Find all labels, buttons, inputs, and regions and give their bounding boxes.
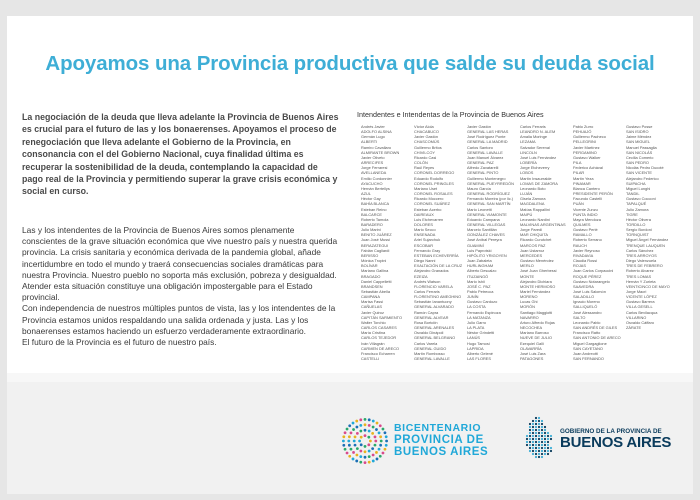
- signatory-entry: José Luis Salomón: [573, 289, 606, 294]
- signatory-entry: Raúl Reyes: [414, 165, 435, 171]
- signatories-title: Intendentes e Intendentas de la Provincia de Buenos Aires: [357, 110, 544, 119]
- signatories-column-2: [414, 124, 462, 361]
- signatory-entry: CAMPANA: [361, 294, 380, 300]
- signatory-entry: Ricardo Casi: [414, 154, 437, 160]
- signatory-entry: Carlos Santoro: [467, 144, 493, 150]
- signatory-entry: Leonardo Boto: [520, 185, 546, 191]
- signatory-entry: CORONEL SUÁREZ: [414, 201, 450, 207]
- signatory-entry: Salvador Serenal: [520, 144, 550, 150]
- signatory-entry: Fernando Gray: [414, 247, 441, 253]
- signatory-entry: EZEIZA: [414, 273, 428, 279]
- signatory-entry: ESCOBAR: [414, 242, 434, 248]
- signatory-entry: Guillermo Montenegro: [467, 175, 506, 181]
- signatory-entry: Mariel Fernández: [520, 289, 551, 294]
- signatory-entry: NUEVE DE JULIO: [520, 335, 552, 341]
- signatory-entry: SAN ANTONIO DE ARECO: [573, 335, 621, 341]
- signatory-entry: Alejandro Dichiara: [520, 278, 552, 284]
- signatory-entry: GENERAL ALVEAR: [414, 314, 449, 320]
- signatory-entry: GUAMINÍ: [467, 242, 484, 248]
- signatory-entry: LAPRIDA: [467, 345, 484, 351]
- signatory-entry: HIPÓLITO YRIGOYEN: [467, 252, 507, 258]
- signatory-entry: Daniel Cappelletti: [361, 278, 392, 284]
- signatory-entry: CAPITÁN SARMIENTO: [361, 314, 403, 320]
- signatory-entry: Mariano Gallina: [361, 268, 389, 274]
- signatory-entry: Iván Villagrán: [361, 340, 385, 346]
- signatory-entry: TRES ARROYOS: [626, 252, 657, 258]
- signatory-entry: LAS FLORES: [467, 356, 492, 362]
- signatory-entry: FLORENTINO AMEGHINO: [414, 294, 462, 300]
- signatory-entry: Sergio Bordoni: [626, 227, 652, 233]
- signatory-entry: VILLA GESELL: [626, 304, 653, 310]
- signatory-entry: Blanca Cantero: [573, 185, 600, 191]
- signatory-entry: Claudia Rossi: [573, 258, 598, 264]
- signatories-list: [361, 124, 679, 374]
- signatory-entry: Miguel Ángel Fernández: [626, 237, 669, 243]
- signatory-entry: Diego Nanni: [414, 258, 436, 264]
- signatory-entry: Gustavo Perié: [573, 227, 598, 233]
- signatory-entry: José Luis Zara: [520, 350, 546, 356]
- signatory-entry: Juan Ustarroz: [520, 247, 545, 253]
- signatory-entry: BOLÍVAR: [361, 263, 378, 269]
- signatory-entry: Carlos Ferraris: [520, 124, 546, 129]
- signatory-entry: Hernán Bertellys: [361, 185, 390, 191]
- signatory-entry: PILA: [573, 160, 582, 166]
- signatory-entry: Víctor Aiola: [414, 124, 434, 129]
- signatory-entry: MORÓN: [520, 304, 535, 310]
- signatory-entry: PEHUAJÓ: [573, 129, 592, 135]
- signatory-entry: GENERAL PUEYRREDÓN: [467, 180, 514, 186]
- signatory-entry: Néstor Grindetti: [467, 330, 495, 336]
- signatory-entry: Marisa Fassi: [361, 299, 384, 305]
- signatory-entry: MAR CHIQUITA: [520, 232, 549, 238]
- signatory-entry: Martín Yeza: [573, 175, 594, 181]
- gobierno-logo: [520, 416, 690, 466]
- signatory-entry: Ignacio Moreno: [573, 299, 600, 305]
- signatory-entry: JUNÍN: [467, 294, 479, 300]
- signatory-entry: GENERAL BELGRANO: [414, 335, 456, 341]
- signatory-entry: Gustavo Walker: [573, 154, 601, 160]
- signatory-entry: GENERAL VILLEGAS: [467, 221, 506, 227]
- signatory-entry: OLAVARRÍA: [520, 345, 542, 351]
- signatory-entry: LA PLATA: [467, 325, 485, 331]
- signatory-entry: Mayra Mendoza: [573, 216, 601, 222]
- signatory-entry: TRENQUE LAUQUEN: [626, 242, 665, 248]
- signatory-entry: Andrés Watson: [414, 278, 441, 284]
- signatory-entry: SUIPACHA: [626, 180, 646, 186]
- signatory-entry: Alfredo Zavatarelli: [467, 165, 499, 171]
- signatory-entry: Ricardo Moccero: [414, 196, 444, 202]
- bicentenario-line-2: PROVINCIA DE: [394, 434, 484, 446]
- signatory-entry: Juan Andreotti: [573, 350, 598, 356]
- gobierno-wordmark: [560, 428, 671, 451]
- signatory-entry: Miguel Lunghi: [626, 185, 651, 191]
- signatory-entry: MAGDALENA: [520, 201, 545, 207]
- body-paragraph-3: El futuro de la Provincia es el futuro de nuestro país.: [22, 337, 217, 348]
- signatory-entry: Mario Ishii: [467, 278, 485, 284]
- signatory-entry: NECOCHEA: [520, 325, 543, 331]
- signatory-entry: CORONEL ROSALES: [414, 191, 453, 197]
- signatory-entry: José Rodríguez Ponte: [467, 134, 506, 140]
- signatory-entry: Héctor Olivera: [626, 216, 651, 222]
- signatory-entry: Esteban Acerbo: [414, 206, 442, 212]
- bicentenario-line-1: BICENTENARIO: [394, 422, 482, 434]
- signatory-entry: LEANDRO N. ALEM: [520, 129, 556, 135]
- signatory-entry: COLÓN: [414, 160, 428, 166]
- signatory-entry: CASTELLI: [361, 356, 380, 362]
- signatory-entry: Leonardo Nardini: [520, 216, 550, 222]
- signatory-entry: Alberto Descalzo: [467, 268, 497, 274]
- signatory-entry: PILAR: [573, 170, 585, 176]
- signatory-entry: NAVARRO: [520, 314, 539, 320]
- signatory-entry: VICENTE LÓPEZ: [626, 294, 657, 300]
- signatory-entry: SAAVEDRA: [573, 283, 594, 289]
- signatory-entry: Martín Rombosso: [414, 350, 445, 356]
- signatory-entry: Mario Leonetti: [467, 206, 492, 212]
- signatory-entry: LINCOLN: [520, 149, 537, 155]
- signatory-entry: Ariel Sujarchuk: [414, 237, 441, 243]
- signatories-column-1: [361, 124, 402, 361]
- signatory-entry: Osvaldo Dinápoli: [414, 330, 444, 336]
- signatory-entry: ENSENADA: [414, 232, 436, 238]
- signatory-entry: ZÁRATE: [626, 325, 642, 331]
- signatory-entry: Gustavo Cardozo: [467, 299, 498, 305]
- signatory-entry: Alejandro Granados: [414, 268, 449, 274]
- signatory-entry: MONTE HERMOSO: [520, 283, 556, 289]
- signatory-entry: MARCOS PAZ: [520, 242, 546, 248]
- signatory-entry: Jorge Paredi: [520, 227, 543, 233]
- signatory-entry: Andrés Javier: [361, 124, 385, 129]
- signatory-entry: HURLINGHAM: [467, 263, 494, 269]
- signatory-entry: Fernando Moreira (por lic.): [467, 196, 514, 202]
- signatory-entry: PATAGONES: [520, 356, 544, 362]
- signatory-entry: BERAZATEGUI: [361, 242, 389, 248]
- signatory-entry: JOSÉ C. PAZ: [467, 283, 491, 289]
- signatory-entry: Francisco Ratto: [573, 330, 601, 336]
- signatory-entry: Javier Gastón: [467, 124, 492, 129]
- signatory-entry: PERGAMINO: [573, 149, 597, 155]
- signatory-entry: CARLOS CASARES: [361, 325, 397, 331]
- signatory-entry: CARMEN DE ARECO: [361, 345, 400, 351]
- signatory-entry: Gustavo Posse: [626, 124, 653, 129]
- signatory-entry: Amalia Moringe: [520, 134, 548, 140]
- signatory-entry: Facundo Castelli: [573, 196, 602, 202]
- signatory-entry: Osvaldo Cáffaro: [626, 319, 655, 325]
- signatory-entry: BRANDSEN: [361, 283, 383, 289]
- signatory-entry: MORENO: [520, 294, 538, 300]
- signatory-entry: LUJÁN: [520, 191, 533, 197]
- signatory-entry: ALMIRANTE BROWN: [361, 149, 400, 155]
- signatory-entry: SAN NICOLÁS: [626, 149, 653, 155]
- signatory-entry: Julio Garro: [467, 319, 487, 325]
- signatory-entry: GENERAL RODRÍGUEZ: [467, 191, 510, 197]
- bicentenario-logo: [340, 416, 500, 466]
- signatory-entry: Mariano Uset: [414, 185, 438, 191]
- body-paragraph-1: Las y los intendentes de la Provincia de Buenos Aires somos plenamente conscientes de la grave situación económica que vive nuestro país y nuestra querida provincia. La crisis sanitaria y económica derivada de la pandemia global, añade incertidumbre en todo el mundo y traerá consecuencias sociales dramáticas para nuestra Provincia. Nuestro pueblo no soporta más exclusión, pobreza y desigualdad. Atender esta situación constituye una obligación impostergable para el Estado provincial.: [22, 225, 338, 303]
- signatory-entry: PUNTA INDIO: [573, 211, 598, 217]
- signatory-entry: ITUZAINGÓ: [467, 273, 489, 279]
- signatory-entry: TAPALQUÉ: [626, 201, 647, 207]
- signatory-entry: Mauro García: [467, 185, 491, 191]
- signatory-entry: Nicolás Pedro Ducoté: [626, 165, 664, 171]
- signatory-entry: ALBERTI: [361, 139, 378, 145]
- signatory-entry: Sebastián Ianantuony: [414, 299, 452, 305]
- signatory-entry: Jorge Ferraresi: [361, 165, 388, 171]
- signatory-entry: BRAGADO: [361, 273, 381, 279]
- signatory-entry: Juan José Mussi: [361, 237, 390, 243]
- signatory-entry: CHASCOMÚS: [414, 139, 440, 145]
- signatory-entry: Ezequiel Galli: [520, 340, 544, 346]
- signatory-entry: Gustavo Cocconi: [626, 196, 656, 202]
- signatory-entry: BAHÍA BLANCA: [361, 201, 390, 207]
- signatory-entry: Juan Carlos Corpaccini: [573, 268, 614, 274]
- signatory-entry: Sebastián Abella: [361, 289, 390, 294]
- signatory-entry: José Alessandro: [573, 309, 602, 315]
- gobierno-line-2: BUENOS AIRES: [560, 434, 672, 451]
- signatory-entry: BARADERO: [361, 221, 383, 227]
- signatory-entry: GENERAL PINTO: [467, 170, 499, 176]
- signatory-entry: Juan Zabaleta: [467, 258, 492, 264]
- signatory-entry: Alejandro Federico: [626, 175, 659, 181]
- signatory-entry: Héctor Gay: [361, 196, 381, 202]
- signatory-entry: Emilio Cordonnier: [361, 175, 392, 181]
- signatory-entry: SALTO: [573, 314, 586, 320]
- signatory-entry: GENERAL PAZ: [467, 160, 494, 166]
- signatory-entry: Carlos Varela: [414, 340, 438, 346]
- bicentenario-emblem-icon: [340, 416, 390, 466]
- signatory-entry: CHIVILCOY: [414, 149, 435, 155]
- signatory-entry: Ricardo Curutchet: [520, 237, 552, 243]
- signatory-entry: Fabián Cagliardi: [361, 247, 390, 253]
- signatory-entry: Walter Torchio: [361, 319, 386, 325]
- signatory-entry: Gisela Zamora: [520, 196, 546, 202]
- signatory-entry: GENERAL LA MADRID: [467, 139, 508, 145]
- signatory-entry: Mónica Tropini: [361, 258, 387, 264]
- signatory-entry: José Luis Fernández: [520, 154, 557, 160]
- signatory-entry: MONTE: [520, 273, 535, 279]
- signatory-entry: LA MATANZA: [467, 314, 491, 320]
- body-text: [22, 225, 340, 348]
- signatory-entry: DOLORES: [414, 221, 434, 227]
- signatory-entry: TRES DE FEBRERO: [626, 263, 663, 269]
- signatory-entry: Germán Lugo: [361, 134, 385, 140]
- signatory-entry: CHACABUCO: [414, 129, 439, 135]
- signatory-entry: Jorge Macri: [626, 289, 647, 294]
- signatory-entry: LEZAMA: [520, 139, 536, 145]
- signatory-entry: VEINTICINCO DE MAYO: [626, 283, 670, 289]
- signatory-entry: RIVADAVIA: [573, 252, 594, 258]
- signatory-entry: Jaime Méndez: [626, 134, 652, 140]
- signatory-entry: MERCEDES: [520, 252, 543, 258]
- signatory-entry: Hernán Y Zurieta: [626, 278, 656, 284]
- signatory-entry: GENERAL LAVALLE: [414, 356, 450, 362]
- signatory-entry: Javier Oliveto: [361, 154, 385, 160]
- signatory-entry: Gustavo Barrera: [626, 299, 655, 305]
- signatory-entry: Rosa Bortolín: [414, 319, 438, 325]
- signatory-entry: Santiago Maggiotti: [520, 309, 553, 315]
- signatory-entry: SALADILLO: [573, 294, 595, 300]
- signatory-entry: GENERAL ARENALES: [414, 325, 455, 331]
- signatory-entry: LANÚS: [467, 335, 480, 341]
- signatory-entry: Fernando Espinoza: [467, 309, 501, 315]
- signatory-entry: BERISSO: [361, 252, 379, 258]
- signatory-entry: LOMAS DE ZAMORA: [520, 180, 558, 186]
- signatory-entry: VILLARINO: [626, 314, 647, 320]
- signatory-entry: TORDILLO: [626, 221, 646, 227]
- signatory-entry: LA COSTA: [467, 304, 486, 310]
- signatory-entry: GONZÁLEZ CHAVES: [467, 232, 505, 238]
- signatory-entry: Julio Marini: [361, 227, 381, 233]
- signatory-entry: Carlos Ferraris: [414, 289, 440, 294]
- signatory-entry: SAN ISIDRO: [626, 129, 649, 135]
- signatory-entry: TIGRE: [626, 211, 638, 217]
- signatory-entry: DAIREAUX: [414, 211, 434, 217]
- signatory-entry: Mariano Barroso: [520, 330, 549, 336]
- signatory-entry: MAIPÚ: [520, 211, 533, 217]
- signatory-entry: Vicente Zunzu: [573, 206, 598, 212]
- signatory-entry: GENERAL LAVALLE: [467, 149, 503, 155]
- signatory-entry: Ramón Capra: [414, 309, 439, 315]
- signatory-entry: ARRECIFES: [361, 160, 384, 166]
- signatory-entry: TANDIL: [626, 191, 640, 197]
- signatory-entry: Javier Martínez: [573, 144, 600, 150]
- signatory-entry: MALVINAS ARGENTINAS: [520, 221, 566, 227]
- signatory-entry: Gustavo Menéndez: [520, 258, 554, 264]
- signatory-entry: AZUL: [361, 191, 371, 197]
- signatory-entry: Pablo Zurro: [573, 124, 594, 129]
- signatory-entry: Juan Manuel Álvarez: [467, 154, 504, 160]
- signatory-entry: José Juan Gherbessi: [520, 268, 557, 274]
- signatory-entry: TORNQUIST: [626, 232, 649, 238]
- signatory-entry: Carlos Bevilacqua: [626, 309, 658, 315]
- signatories-column-6: [626, 124, 670, 330]
- signatory-entry: Luis Paprotski: [467, 247, 492, 253]
- signatory-entry: FLORENCIO VARELA: [414, 283, 453, 289]
- signatory-entry: ROQUE PÉREZ: [573, 273, 602, 279]
- signatory-entry: Leonardo Pablo: [573, 319, 601, 325]
- signatory-entry: Luis Etchevarren: [414, 216, 444, 222]
- lead-paragraph: La negociación de la deuda que lleva adelante la Provincia de Buenos Aires es crucial para el futuro de las y los bonaerenses. Apoyamos el proceso de renegociación que lleva adelante el Gobierno de la Provincia, en consonancia con el del Gobierno Nacional, cuya finalidad última es recuperar la sostenibilidad de la deuda, contemplando la capacidad de pago real de la Provincia y permitiendo superar la grave crisis económica y social en curso.: [22, 112, 339, 197]
- signatory-entry: GENERAL VIAMONTE: [467, 211, 507, 217]
- signatory-entry: Roberto Tamola: [361, 216, 389, 222]
- signatory-entry: ESTEBAN ECHEVERRÍA: [414, 252, 459, 258]
- signatories-column-5: [573, 124, 621, 361]
- page-title: Apoyamos una Provincia productiva que salde su deuda social: [45, 52, 655, 75]
- signatory-entry: RAMALLO: [573, 232, 592, 238]
- signatory-entry: CAÑUELAS: [361, 304, 382, 310]
- signatory-entry: Javier Quiroz: [361, 309, 384, 315]
- signatory-entry: Alberto Gelené: [467, 350, 493, 356]
- signatory-entry: Ramiro Cavallaro: [361, 144, 392, 150]
- signatory-entry: Javier Reynoso: [573, 247, 600, 253]
- signatory-entry: AYACUCHO: [361, 180, 383, 186]
- signatories-column-4: [520, 124, 566, 361]
- signatory-entry: Gustavo Notarangelo: [573, 278, 610, 284]
- signatory-entry: Esteban Reino: [361, 206, 387, 212]
- signatory-entry: MERLO: [520, 263, 534, 269]
- signatory-entry: Cecilia Comerio: [626, 154, 654, 160]
- signatory-entry: Jorge Etcheverry: [520, 165, 550, 171]
- signatory-entry: PRESIDENTE PERÓN: [573, 191, 613, 197]
- signatory-entry: BENITO JUÁREZ: [361, 232, 392, 238]
- signatory-entry: Guillermo Pacheco: [573, 134, 606, 140]
- signatory-entry: RAUCH: [573, 242, 587, 248]
- signatory-entry: SALLIQUELÓ: [573, 304, 598, 310]
- signatory-entry: Marcelo Santillán: [467, 227, 497, 233]
- signatory-entry: Martín Insaurralde: [520, 175, 552, 181]
- signatory-entry: Julio Zamora: [626, 206, 649, 212]
- signatory-entry: GENERAL ALVARADO: [414, 304, 454, 310]
- signatory-entry: Diego Valenzuela: [626, 258, 657, 264]
- signatory-entry: CORONEL DORREGO: [414, 170, 455, 176]
- signatory-entry: María Cristina: [361, 330, 386, 336]
- signatory-entry: PINAMAR: [573, 180, 591, 186]
- signatories-column-3: [467, 124, 514, 361]
- signatory-entry: QUILMES: [573, 221, 591, 227]
- signatory-entry: Francisco Echarren: [361, 350, 395, 356]
- signatory-entry: Arturo Alfredo Rojas: [520, 319, 555, 325]
- signatory-entry: LOBERÍA: [520, 160, 537, 166]
- signatory-entry: Guillermo Britos: [414, 144, 442, 150]
- signatory-entry: Manuel Passaglia: [626, 144, 657, 150]
- signatory-entry: SAN ANDRÉS DE GILES: [573, 325, 618, 331]
- signatory-entry: GENERAL SAN MARTÍN: [467, 201, 511, 207]
- gobierno-line-1: GOBIERNO DE LA PROVINCIA DE: [560, 428, 662, 435]
- signatory-entry: Eduardo Rodolfo: [414, 175, 444, 181]
- signatory-entry: SAN PEDRO: [626, 160, 649, 166]
- signatory-entry: LOBOS: [520, 170, 534, 176]
- signatory-entry: CORONEL PRINGLES: [414, 180, 454, 186]
- signatory-entry: Mario Secco: [414, 227, 436, 233]
- signatory-entry: ROJAS: [573, 263, 586, 269]
- signatory-entry: AVELLANEDA: [361, 170, 387, 176]
- signatory-entry: GENERAL GUIDO: [414, 345, 447, 351]
- signatory-entry: SAN FERNANDO: [573, 356, 604, 362]
- signatory-entry: SAN MIGUEL: [626, 139, 650, 145]
- signatory-entry: PUÁN: [573, 201, 584, 207]
- signatory-entry: Roberto Serrano: [573, 237, 602, 243]
- signatory-entry: Carlos Sánchez: [626, 247, 654, 253]
- signatory-entry: PELLEGRINI: [573, 139, 596, 145]
- province-map-icon: [520, 416, 558, 464]
- signatory-entry: SAN CAYETANO: [573, 345, 603, 351]
- signatory-entry: BALCARCE: [361, 211, 382, 217]
- bicentenario-line-3: BUENOS AIRES: [394, 446, 489, 458]
- signatory-entry: Roberto Alvarez: [626, 268, 654, 274]
- signatory-entry: GENERAL LAS HERAS: [467, 129, 509, 135]
- signatory-entry: José Aníbal Pereyra: [467, 237, 502, 243]
- signatory-entry: Javier Gastón: [414, 134, 439, 140]
- signatory-entry: EXALTACIÓN DE LA CRUZ: [414, 263, 463, 269]
- signatory-entry: Pablo Petrecca: [467, 289, 494, 294]
- signatory-entry: TRES LOMAS: [626, 273, 652, 279]
- signatory-entry: CARLOS TEJEDOR: [361, 335, 397, 341]
- signatory-entry: Lucas Ghi: [520, 299, 538, 305]
- signatory-entry: Federico Achával: [573, 165, 603, 171]
- signatory-entry: ADOLFO ALSINA: [361, 129, 392, 135]
- signatory-entry: Eduardo Campana: [467, 216, 500, 222]
- bicentenario-wordmark: [394, 422, 488, 458]
- signatory-entry: Hugo Tamosi: [467, 340, 490, 346]
- signatory-entry: Matías Rappallini: [520, 206, 550, 212]
- signatory-entry: SAN VICENTE: [626, 170, 652, 176]
- signatory-entry: Miguel Gargaglione: [573, 340, 607, 346]
- body-paragraph-2: Con independencia de nuestros múltiples puntos de vista, las y los intendentes de la Provincia estamos unidos respaldando una salida ordenada y justa. Las y los bonaerenses estamos haciendo un esfuerzo verdaderamente extraordinario.: [22, 303, 336, 336]
